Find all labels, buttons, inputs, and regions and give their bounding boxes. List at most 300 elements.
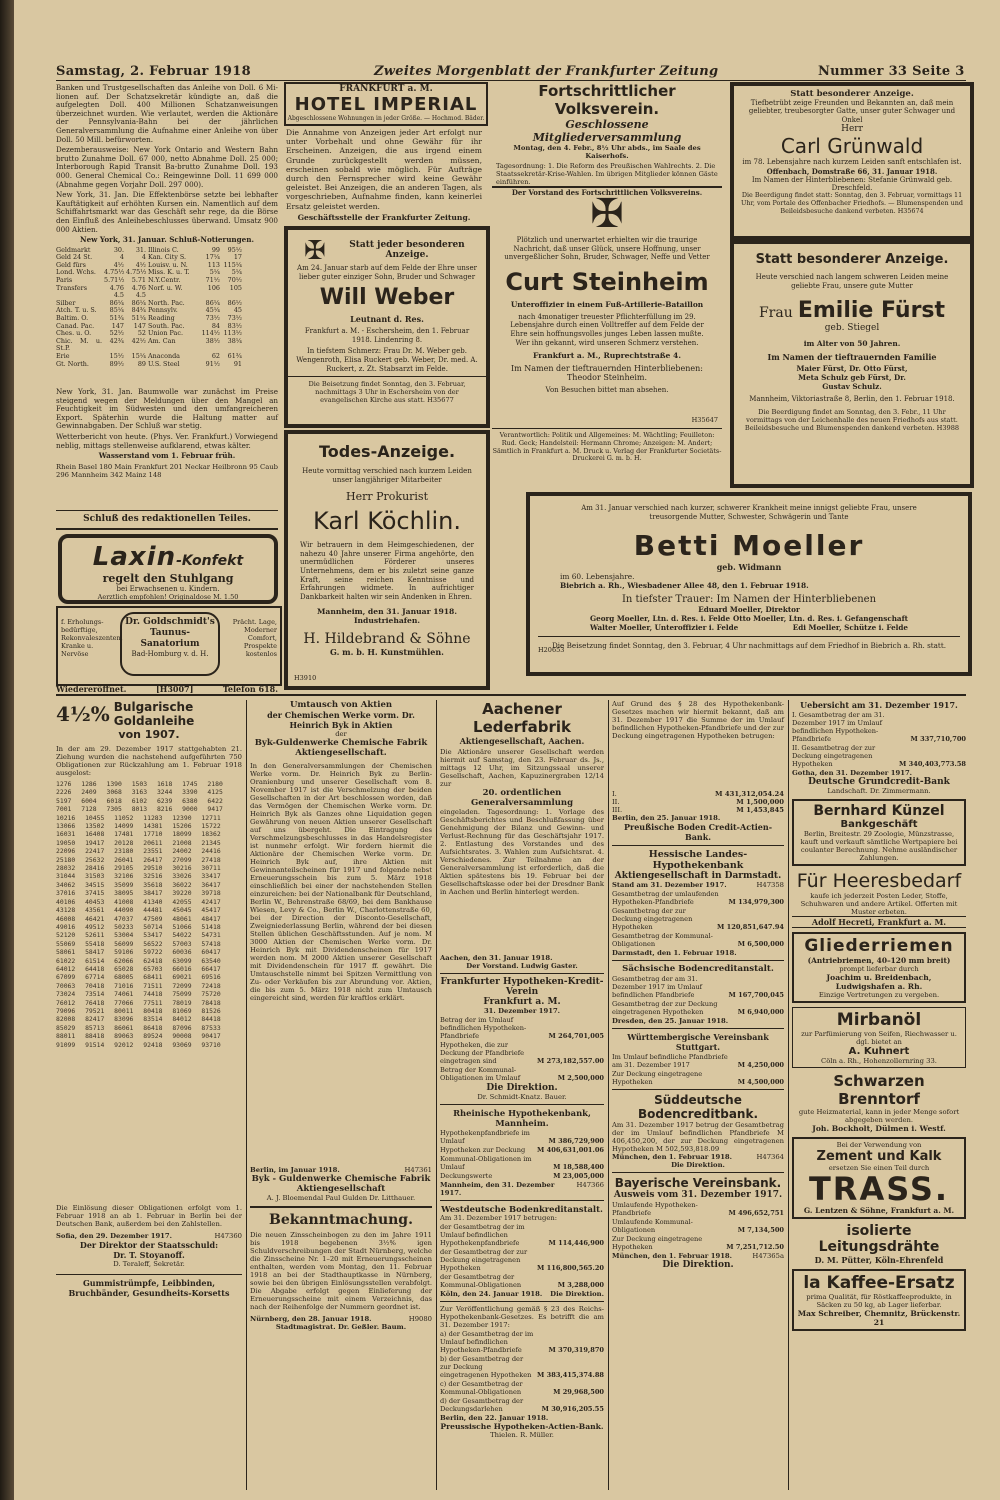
bek-sign: Stadtmagistrat. Dr. Geßler. Baum. — [275, 1323, 407, 1331]
gl-body: prompt lieferbar durch — [839, 965, 919, 973]
wb-date: Am 31. Dezember 1917 betrugen: — [440, 1214, 558, 1222]
wv-title: Württembergische Vereinsbank Stuttgart. — [627, 1032, 769, 1052]
loan-sign-sub: D. Teraleff, Sekretär. — [113, 1260, 185, 1268]
moeller-obituary — [526, 492, 972, 676]
c4-place: Berlin, den 25. Januar 1918. — [612, 814, 721, 822]
quote-cell: 85¼ — [109, 306, 124, 315]
obit-foot: Von Besuchen bittet man absehen. — [545, 386, 669, 395]
tr-firm: G. Lentzen & Söhne, Frankfurt a. M. — [803, 1206, 955, 1215]
divider — [492, 428, 722, 429]
column-rule — [608, 700, 609, 1490]
value-amount: M 4,500,000 — [737, 1078, 784, 1086]
quote-cell: 5¼ — [231, 268, 242, 277]
quote-cell: Anaconda — [148, 352, 180, 360]
value-amount: M 340,403,773.58 — [899, 760, 966, 768]
byk-body: In den Generalversammlungen der Chemischen Werke vorm. Dr. Heinrich Byk zu Berlin-Oranienburg und unserer Gesellschaft vom 8. November 1917 ist die Verschmelzung der beiden Gesellschaften in der Art beschlossen worden, daß das Vermögen der Chemischen Werke vorm. Dr. Heinrich Byk als Ganzes ohne Liquidation gegen Gewährung von neuen Aktien unserer Gesellschaft auf uns übergeht. Die Eintragung des Verschmelzungsbeschlusses in das Handelsregister ist nunmehr erfolgt. Wir fordern hiermit die Aktionäre der Chemischen Werke vorm. Dr. Heinrich Byk auf, ihre Aktien mit Gewinnanteilscheinen für 1917 und folgende nebst Erneuerungsschein bis zum 5. März 1918 einschließlich bei einer der nachstehenden Stellen einzureichen: bei der Nationalbank für Deutschland, Berlin W., Behrenstraße 68/69, bei dem Bankhause Wiesen, Levy & Co., Berlin W., Charlottenstraße 60, bei der Direction der Disconto-Gesellschaft, Zweigniederlassung Berlin, während der bei diesen Stellen üblichen Geschäftsstunden. Auf je nom. M 3000 Aktien der Chemischen Werke vorm. Dr. Heinrich Byk mit Dividendenscheinen für 1917 werden nom. M 2000 Aktien unserer Gesellschaft mit Dividendenschein für 1917 ff. gewährt. Die Umtauschstelle nimmt bei Spitzen Vermittlung von Zu- oder Verkäufen bis zur Abrundung vor. Aktien, die bis zum 5. März 1918 nicht zum Umtausch eingereicht sind, werden für kraftlos erklärt. — [250, 762, 432, 1002]
loan-foot: Die Einlösung dieser Obligationen erfolgt vom 1. Februar 1918 an ab 1. Februar in Berlin bei der Deutschen Bank, außerdem bei den Zahlstellen. — [56, 1204, 242, 1228]
quote-cell: 91½ — [205, 359, 220, 368]
value-label: Zur Deckung eingetragene Hypotheken — [612, 1070, 703, 1086]
obit-place: Offenbach, Domstraße 66, 31. Januar 1918. — [766, 166, 938, 176]
rh-table — [440, 1129, 604, 1180]
obit-mourner: Walter Moeller, Unteroffizier i. Felde — [590, 623, 739, 633]
value-label: Betrag der im Umlauf befindlichen Hypotheken-Pfandbriefe — [440, 1016, 527, 1040]
value-label: Gesamtbetrag der zur Deckung eingetragenen Hypotheken — [612, 907, 693, 931]
water-title: Wasserstand vom 1. Februar früh. — [98, 451, 236, 461]
wb-sign: Die Direktion. — [550, 1290, 604, 1298]
quote-cell: Geld 24 St. — [56, 253, 93, 262]
by-place: München, den 1. Februar 1918. — [612, 1252, 733, 1260]
heeresbedarf-ad — [792, 870, 966, 928]
taunus-footer-left: Wiedereröffnet. — [56, 684, 127, 694]
il-firm: D. M. Pütter, Köln-Ehrenfeld — [814, 1255, 944, 1265]
fhk-table — [440, 1016, 604, 1082]
kf-title: la Kaffee-Ersatz — [803, 1273, 955, 1293]
obit-title: Herr Prokurist — [346, 490, 428, 504]
quote-table — [56, 247, 278, 369]
quote-cell: 38½ — [205, 336, 220, 345]
hotel-sub: Abgeschlossene Wohnungen in jeder Größe. — Hochmod. Bäder. — [287, 115, 485, 122]
value-amount: M 264,701,005 — [548, 1032, 604, 1040]
value-label: Deckungswerte — [440, 1172, 493, 1180]
value-label: der Gesamtbetrag der zur Deckung eingetragenen Hypotheken — [440, 1248, 528, 1272]
volks-sub: Geschlossene Mitgliederversammlung — [532, 118, 682, 144]
ue-table — [792, 711, 966, 768]
loan-numbers: 1276 1286 1390 1503 1618 1745 2180 2226 2409 3068 3163 3244 3390 4125 5197 6004 6018 6102 6239 6380 6422 7001 7128 7305 8013 8216 9000 9417 10216 10455 11052 11283 12390 12711 13066 13502 14099 14381 15206 15722 16031 16408 17481 17710 18099 18362 19050 19417 20128 20611 21008 21345 22096 22417 23180 23551 24002 24416 25180 25632 26041 26417 27099 27418 28032 28416 29105 29510 30216 30711 31044 31503 32106 32516 33026 33417 34062 34515 35099 35618 36022 36417 37016 37415 38095 38417 39220 39718 40106 40453 41008 41340 42055 42417 43128 43561 44090 44481 45045 45417 46008 46421 47037 47509 48061 48417 49016 49512 50233 50714 51066 51418 52120 52611 53004 53417 54022 54731 55069 55418 56099 56522 57003 57418 58061 58417 59106 59722 60036 60417 61022 61514 62066 62418 63099 63540 64012 64418 65028 65703 66016 66417 67099 67714 68005 68411 69021 69516 70063 70418 71016 71511 72099 72418 73024 73514 74061 74418 75099 75720 76012 76418 77066 77511 78019 78418 79096 79521 80011 80418 81069 81526 82008 82417 83096 83514 84012 84418 85029 85713 86061 86418 87096 87533 88011 88418 89063 89524 90008 90417 91099 91514 92012 92418 93069 93710 — [56, 780, 223, 1049]
tr-pre: Bei der Verwendung von — [836, 1141, 922, 1149]
value-amount: M 4,250,000 — [737, 1061, 784, 1069]
quote-cell: Baltim. O. — [56, 314, 89, 323]
volks-date: Montag, den 4. Febr., 8½ Uhr abds., im Saale des Kaiserhofs. — [513, 144, 701, 160]
brenntorf-ad — [792, 1072, 966, 1133]
aach-body: eingeladen. Tagesordnung: 1. Vorlage des Geschäftsberichtes und Beschlußfassung über Genehmigung der Bilanz und Gewinn- und Verlust-Rechnung für das Geschäftsjahr 1917. 2. Entlastung des Vorstandes und des Aufsichtsrates. 3. Wahlen zum Aufsichtsrat. 4. Verschiedenes. Zur Teilnahme an der Generalversammlung ist erforderlich, daß die Aktien spätestens bis 19. Februar bei der Gesellschaftskasse oder bei der Dresdner Bank in Aachen und Berlin hinterlegt werden. — [440, 808, 604, 896]
obit-age: im 60. Lebensjahre. — [560, 572, 635, 582]
banks-col-d: Auf Grund des § 28 des Hypothekenbank-Gesetzes machen wir hiermit bekannt, daß am 31. Dezember 1917 die Summe der im Umlauf befindlichen Hypotheken-Pfandbriefe und der zur Deckung eingetragenen Hypotheken betrugen: I. M 431,312,054.24 II. M 1,500,000 III. M 1,453,845 Berlin, den 25. Januar 1918. Preußische Boden Credit-Actien-Bank. Hessische Landes-Hypothekenbank Aktiengesellschaft in Darmstadt. Stand am 31. Dezember 1917. H47358 Gesamtbetrag der umlaufenden Hypotheken-Pfandbriefe M 134,979,300 Gesamtbetrag der zur Deckung eingetragenen Hypotheken M 120,851,647.94 Gesamtbetrag der Kommunal-Obligationen M 6,500,000 Darmstadt, den 1. Februar 1918. Sächsische Bodencreditanstalt. Gesamtbetrag der am 31. Dezember 1917 im Umlauf befindlichen Pfandbriefe M 167,700,045 Gesamtbetrag der zur Deckung eingetragenen Hypotheken M 6,940,000 Dresden, den 25. Januar 1918. Württembergische Vereinsbank Stuttgart. Im Umlauf befindliche Pfandbriefe am 31. Dezember 1917 M 4,250,000 Zur Deckung eingetragene Hypotheken M 4,500,000 Süddeutsche Bodencreditbank. Am 31. Dezember 1917 betrug der Gesamtbetrag der im Umlauf befindlichen Pfandbriefe M 406,450,200, der zur Deckung eingetragenen Hypotheken M 502,593,818.09 München, den 1. Februar 1918. H47364 Die Direktion. Bayerische Vereinsbank. Ausweis vom 31. Dezember 1917. Umlaufende Hypotheken-Pfandbriefe M 496,652,751 Umlaufende Kommunal-Obligationen M 7,134,500 Zur Deckung eingetragene Hypotheken M 7,251,712.50 München, den 1. Februar 1918. H47365a Die Direktion. — [612, 700, 784, 1270]
end-editorial-note: Schluß des redaktionellen Teiles. — [83, 514, 251, 524]
value-amount: M 23,005,000 — [553, 1172, 604, 1180]
quote-cell: Ches. u. O. — [56, 329, 92, 338]
newspaper-page — [14, 0, 1000, 1500]
quote-cell: 84 — [211, 321, 220, 330]
value-label: a) der Gesamtbetrag der im Umlauf befindlichen Hypotheken-Pfandbriefe — [440, 1330, 534, 1354]
quote-cell: 4 — [119, 253, 124, 262]
quote-row — [56, 338, 278, 353]
imprint: Verantwortlich: Politik und Allgemeines: M. Wächtling; Feuilleton: Rud. Geck; Handelsteil: Hermann Chrome; Anzeigen: M. Andert; Sämtlich in Frankfurt a. M. Druck u. Verlag der Frankfurter Societäts-Druckerei G. m. b. H. — [492, 431, 722, 463]
value-row — [440, 1172, 604, 1180]
laxin-brand: Laxin — [92, 542, 177, 572]
value-label: c) der Gesamtbetrag der Kommunal-Obligationen — [440, 1380, 523, 1396]
value-row — [792, 711, 966, 743]
value-row — [440, 1129, 604, 1145]
quote-cell: 45¼ — [205, 306, 220, 315]
value-row — [440, 1355, 604, 1379]
obit-name: Curt Steinheim — [505, 267, 709, 296]
obit-title: Frau — [758, 305, 793, 322]
quote-cell: Am. Can — [148, 336, 176, 345]
value-row — [440, 1273, 604, 1289]
hl-sub: Aktiengesellschaft in Darmstadt. — [614, 871, 782, 881]
bek-place: Nürnberg, den 28. Januar 1918. — [250, 1315, 372, 1323]
byk-head: Umtausch von Aktien — [289, 700, 393, 710]
pb-title: Preußische Boden Credit-Actien-Bank. — [623, 822, 773, 842]
value-row — [612, 1000, 784, 1016]
section-rule — [56, 694, 966, 696]
quote-cell: 95½ — [227, 245, 242, 254]
leitungsdraehte-ad — [792, 1223, 966, 1265]
obit-text: Plötzlich und unerwartet erhielten wir die traurige Nachricht, daß unser Glück, unsere Hoffnung, unser unvergeßlicher Sohn, Bruder, Schwager, Neffe und Vetter — [504, 236, 710, 262]
gold-adv: Gummistrümpfe, Leibbinden, Bruchbänder, Gesundheits-Korsetts — [56, 1274, 242, 1298]
hl-date: Stand am 31. Dezember 1917. — [612, 881, 727, 889]
value-row — [440, 1016, 604, 1040]
quote-cell: 17 — [233, 253, 242, 262]
quote-cell: 113 — [207, 260, 220, 269]
tr-mid: ersetzen Sie einen Teil durch — [828, 1164, 930, 1172]
quote-cell: 4.75½ — [104, 268, 125, 277]
notice-text: Die Annahme von Anzeigen jeder Art erfolgt nur unter Vorbehalt und ohne Gewähr für ihr Erscheinen. Anzeigen, die aus irgend einem Grunde zurückgestellt werden müssen, erscheinen sobald wie möglich. Für Aufträge durch den Fernsprecher wird keine Gewähr geleistet. Bei Anzeigen, die an anderen Tagen, als vorgeschrieben, Aufnahme finden, kann keinerlei Ersatz geleistet werden. — [286, 128, 482, 211]
quote-cell: 115¼ — [223, 260, 242, 269]
value-row — [612, 932, 784, 948]
quote-cell: 4½ — [113, 260, 124, 269]
obit-name: Emilie Fürst — [797, 298, 946, 324]
obit-head: Statt besonderer Anzeige. — [790, 89, 914, 99]
hl-table — [612, 890, 784, 948]
quote-cell: Paris — [56, 276, 73, 285]
obit-text: Heute vormittag verschied nach kurzem Leiden unser langjähriger Mitarbeiter — [302, 467, 472, 484]
value-row — [440, 1330, 604, 1354]
quote-cell: 52½ — [109, 329, 124, 338]
hyp-names: Thielen. R. Müller. — [490, 1431, 554, 1439]
byk-firm: Byk - Guldenwerke Chemische Fabrik Aktiengesellschaft — [251, 1174, 431, 1194]
quote-cell: 4.76 4.5 — [109, 283, 124, 300]
quote-cell: Union Pac. — [148, 329, 183, 338]
value-row — [792, 744, 966, 768]
kuenzel-title: Bernhard Künzel — [813, 803, 945, 819]
obit-mourner: Otto Moeller, Ltn. d. Res. i. Gefangenschaft — [732, 614, 908, 624]
obit-age: im Alter von 50 Jahren. — [803, 339, 901, 349]
quote-cell: 106 — [207, 283, 220, 292]
heeresbedarf-firm: Adolf Hecreti, Frankfurt a. M. — [792, 916, 966, 928]
column-rule — [788, 700, 789, 1490]
gl-title: Gliederriemen — [804, 936, 954, 956]
sd-place: München, den 1. Februar 1918. — [612, 1153, 733, 1161]
mi-firm: A. Kuhnert — [848, 1046, 910, 1057]
ue-sign: Landschaft. Dr. Zimmermann. — [827, 787, 931, 795]
by-sign: Die Direktion. — [662, 1260, 734, 1270]
header-title: Zweites Morgenblatt der Frankfurter Zeitung — [374, 64, 719, 79]
rh-title: Rheinische Hypothekenbank, Mannheim. — [453, 1108, 591, 1128]
value-amount: M 386,729,900 — [548, 1137, 604, 1145]
by-code: H47365a — [752, 1252, 784, 1260]
value-amount: M 2,500,000 — [557, 1074, 604, 1082]
quote-cell: N.Y.Centr. — [148, 276, 181, 285]
sd-sign: Die Direktion. — [671, 1161, 725, 1169]
laxin-suffix: -Konfekt — [176, 553, 244, 569]
value-label: d) der Gesamtbetrag der Deckungsdarlehen — [440, 1397, 524, 1413]
quote-cell: 51¾ — [109, 314, 124, 323]
quote-cell: 147 — [111, 321, 124, 330]
value-amount: M 7,251,712.50 — [726, 1243, 784, 1251]
obit-mourners: Im Namen der Hinterbliebenen: Stefanie Grünwald geb. Dreschfeld. — [751, 175, 953, 193]
quote-cell: 15¼ — [131, 352, 146, 360]
quote-cell: 147 — [133, 321, 146, 330]
fhk-sign: Die Direktion. — [486, 1083, 558, 1093]
weather-report: Wetterbericht von heute. (Phys. Ver. Frankfurt.) Vorwiegend neblig, mittags stellenweise aufklarend, etwas kälter. — [56, 431, 278, 450]
obit-mourners: In tiefstem Schmerz: Frau Dr. M. Weber geb. Wengenroth, Elisa Ruckert geb. Weber, Dr. med. A. Ruckert, z. Zt. Stabsarzt im Felde. — [296, 347, 478, 373]
kuenzel-body: Berlin, Breitestr. 29 Zoologie, Münzstrasse, kauft und verkauft sämtliche Wertpapiere bei coulanter Berechnung. Nehme ausländischer Zahlungen. — [800, 830, 958, 862]
obit-foot: Die Beerdigung findet am Sonntag, den 3. Febr., 11 Uhr vormittags von der Leichenhalle des neuen Friedhofs aus statt. Beileidsbesuche und Blumenspenden dankend verbeten. H3988 — [744, 407, 960, 432]
value-amount: M 120,851,647.94 — [717, 923, 784, 931]
divider — [56, 528, 278, 530]
sw-firm: Joh. Bockholt, Dülmen i. Westf. — [812, 1124, 946, 1133]
obit-born: geb. Widmann — [716, 562, 782, 573]
ue-title: Uebersicht am 31. Dezember 1917. — [800, 700, 958, 710]
quote-cell: 86½ — [227, 298, 242, 307]
c4-top: Auf Grund des § 28 des Hypothekenbank-Gesetzes machen wir hiermit bekannt, daß am 31. Dezember 1917 die Summe der im Umlauf befindlichen Hypotheken-Pfandbriefe und der zur Deckung eingetragenen Hypotheken betrugen: — [612, 700, 784, 740]
by-date: Ausweis vom 31. Dezember 1917. — [613, 1190, 783, 1200]
quote-cell: 5.71 — [131, 276, 146, 285]
kaffee-ad — [792, 1269, 966, 1331]
value-amount: M 114,446,900 — [548, 1239, 604, 1247]
quote-cell: 73½ — [205, 314, 220, 323]
quote-cell: 86¼ — [131, 298, 146, 307]
value-row — [612, 890, 784, 906]
banks-col-c — [440, 700, 604, 1490]
volks-agenda: Tagesordnung: 1. Die Reform des Preußischen Wahlrechts. 2. Die Staatssekretär-Krise-Wahlen. Im übrigen Mitglieder können Gäste einführen. — [496, 162, 718, 186]
value-label: II. Gesamtbetrag der zur Deckung eingetragenen Hypotheken — [792, 744, 876, 768]
obit-text: Tiefbetrübt zeige Freunden und Bekannten an, daß mein geliebter, treubesorgter Gatte, unser guter Schwager und Onkel — [748, 99, 956, 124]
quote-cell: Atch. T. u. S. — [56, 306, 97, 315]
quote-cell: Chic. M. u. St.P. — [56, 336, 102, 353]
loan-place: Sofia, den 29. Dezember 1917. — [56, 1232, 172, 1240]
value-amount: M 6,500,000 — [737, 940, 784, 948]
quote-cell: 42¾ — [109, 336, 124, 345]
quote-cell: Geld fürs — [56, 260, 86, 269]
quote-row — [56, 285, 278, 300]
obit-mourn-head: Im Namen der tieftrauernden Familie — [767, 352, 937, 363]
obit-born: geb. Stiegel — [824, 323, 880, 334]
obit-place: Mannheim, Viktoriastraße 8, Berlin, den 1. Februar 1918. — [749, 395, 955, 404]
value-amount: M 18,588,400 — [553, 1163, 604, 1171]
gliederriemen-ad — [792, 932, 966, 1003]
obit-head: Statt jeder besonderen Anzeige. — [349, 240, 465, 260]
value-label: der Gesamtbetrag der Kommunal-Obligationen — [440, 1273, 522, 1289]
wb-table — [440, 1223, 604, 1289]
wb-title: Westdeutsche Bodenkreditanstalt. — [441, 1204, 603, 1214]
taunus-footer-phone: Telefon 618. — [222, 684, 278, 694]
quote-cell: 89 — [137, 359, 146, 368]
obit-place: Mannheim, den 31. Januar 1918. Industriehafen. — [317, 607, 457, 626]
hyp-firm: Preussische Hypotheken-Actien-Bank. — [440, 1422, 604, 1431]
quote-cell: 4½ — [135, 260, 146, 269]
loan-year: von 1907. — [118, 728, 180, 741]
value-label: Gesamtbetrag der umlaufenden Hypotheken-Pfandbriefe — [612, 890, 719, 906]
obit-text: Am 31. Januar verschied nach kurzer, schwerer Krankheit meine innigst geliebte Frau, unsere treusorgende Mutter, Schwester, Schwägerin und Tante — [581, 504, 917, 521]
small-ads-col — [792, 700, 966, 1490]
tr-title: Zement und Kalk — [816, 1149, 942, 1164]
byk-head: Byk-Guldenwerke Chemische Fabrik Aktiengesellschaft. — [254, 738, 428, 758]
taunus-footer-code: [H3007] — [155, 684, 194, 694]
notice-sign: Geschäftsstelle der Frankfurter Zeitung. — [297, 212, 471, 222]
quote-cell: 4.75½ — [126, 268, 147, 277]
sd-code: H47364 — [756, 1153, 784, 1161]
bek-body: Die neuen Zinsscheinbogen zu den im Jahre 1911 bis 1918 begebenen 3½% igen Schuldverschreibungen der Stadt Nürnberg, welche die Zinsscheine Nr. 1–20 mit Erneuerungsscheinen enthalten, werden vom Montag, den 11. Februar 1918 an bei der Stadthauptkasse in Nürnberg, sowie bei den übrigen Einlösungsstellen verabfolgt. Die Abgabe erfolgt gegen Einlieferung der Erneuerungsscheine mit einem Verzeichnis, das nach der Reihenfolge der Nummern geordnet ist. — [250, 1231, 432, 1311]
value-amount: M 167,700,045 — [728, 991, 784, 999]
hyp-place: Berlin, den 22. Januar 1918. — [440, 1414, 549, 1422]
taunus-right: Prächt. Lage, Moderner Comfort, Prospekte kostenlos — [232, 618, 277, 658]
tr-big: TRASS. — [808, 1170, 950, 1208]
fuerst-obituary — [730, 240, 974, 488]
news-paragraph: New York, 31. Jan. Baumwolle war zunächst im Preise steigend wegen der Meldungen über den Mangel an Feuchtigkeit im Südwesten und den umfangreicheren Export. Späterhin wurde die Haltung matter auf Gewinnabgaben. Der Schluß war stetig. — [56, 387, 278, 431]
fhk-sub: Frankfurt a. M. — [483, 997, 561, 1007]
value-label: I. Gesamtbetrag der am 31. Dezember 1917 im Umlauf befindlichen Hypotheken-Pfandbriefe — [792, 711, 885, 743]
gruenwald-obituary — [730, 82, 974, 240]
quote-cell: U.S. Steel — [148, 359, 180, 368]
rh-code: H47366 — [576, 1181, 604, 1189]
loan-rate: 4½% — [56, 702, 110, 726]
obit-body: nach 4monatiger treuester Pflichterfüllung im 29. Lebensjahre durch einen Volltreffer auf dem Felde der Ehre sein hoffnungsvolles junges Leben lassen mußte. Wer ihn gekannt, wird unseren Schmerz verstehen. — [510, 312, 704, 347]
obit-place: Frankfurt a. M. - Eschersheim, den 1. Februar 1918. Lindenring 8. — [304, 327, 470, 344]
fhk-date: 31. Dezember 1917. — [483, 1007, 561, 1015]
taunus-left: f. Erholungs-bedürftige, Rekonvaleszenten, Kranke u. Nervöse — [61, 618, 123, 658]
loan-text: In der am 29. Dezember 1917 stattgehabten 21. Ziehung wurden die nachstehend aufgeführten 750 Obligationen zur Rückzahlung am 1. Februar 1918 ausgelost: — [56, 745, 242, 777]
obit-text: Heute verschied nach langem schweren Leiden meine geliebte Frau, unsere gute Mutter — [755, 273, 949, 290]
quote-cell: Louisv. u. N. — [148, 260, 188, 269]
value-amount: M 370,319,870 — [548, 1346, 604, 1354]
quote-cell: 114½ — [201, 329, 220, 338]
value-row — [440, 1155, 604, 1171]
quote-cell: 30. — [113, 245, 124, 254]
hotel-name: HOTEL IMPERIAL — [294, 94, 478, 115]
obit-head: Todes-Anzeige. — [318, 442, 456, 461]
obit-code: H20653 — [538, 646, 565, 654]
quote-cell: 62 — [211, 352, 220, 360]
quote-cell: 83½ — [227, 321, 242, 330]
quote-cell: Miss. K. u. T. — [148, 268, 190, 277]
value-row — [440, 1380, 604, 1396]
aach-place: Aachen, den 31. Januar 1918. — [440, 954, 553, 962]
quote-cell: 51¼ — [131, 314, 146, 323]
obit-body: im 78. Lebensjahre nach kurzem Leiden sanft entschlafen ist. — [742, 158, 962, 167]
obit-mourners: Maier Fürst, Dr. Otto Fürst, Meta Schulz geb Fürst, Dr. Gustav Schulz. — [796, 364, 908, 392]
quote-cell: 38¼ — [227, 336, 242, 345]
aach-text: Die Aktionäre unserer Gesellschaft werden hiermit auf Samstag, den 23. Februar ds. Js., mittags 12 Uhr, im Sitzungssaal unserer Gesellschaft, Aachen, Kapuzinergraben 12/14 zur — [440, 748, 604, 788]
obit-mourner: Georg Moeller, Ltn. d. Res. i. Felde — [590, 614, 731, 624]
heeresbedarf-body: kaufe ich jederzeit Posten Leder, Stoffe, Schuhwaren und andere Artikel. Offerten mit Muster erbeten. — [800, 892, 958, 916]
value-label: Gesamtbetrag der zur Deckung eingetragenen Hypotheken — [612, 1000, 718, 1016]
gl-firm: Joachim u. Breidenbach, Ludwigshafen a. Rh. — [826, 973, 932, 991]
aach-gv: 20. ordentlichen Generalversammlung — [470, 788, 574, 808]
aach-sign: Der Vorstand. Ludwig Gaster. — [466, 962, 578, 970]
obit-mourner: Edi Moeller, Schütze i. Felde — [792, 623, 908, 633]
aach-sub: Aktiengesellschaft, Aachen. — [459, 736, 585, 746]
value-label: b) der Gesamtbetrag der zur Deckung eingetragenen Hypotheken — [440, 1355, 532, 1379]
laxin-ad — [58, 534, 278, 604]
obit-mourner: Eduard Moeller, Direktor — [698, 605, 800, 615]
obit-mourners: Im Namen der tieftrauernden Hinterbliebenen: Theodor Steinheim. — [510, 364, 703, 383]
loan-sign-name: Dr. T. Stoyanoff. — [113, 1250, 185, 1260]
bulgarian-loan-notice — [56, 700, 242, 1490]
aach-title: Aachener Lederfabrik — [473, 700, 571, 736]
value-row — [612, 1235, 784, 1251]
obit-place: Biebrich a. Rh., Wiesbadener Allee 48, den 1. Februar 1918. — [560, 581, 809, 591]
hl-title: Hessische Landes-Hypothekenbank — [648, 849, 748, 871]
hyp-table — [440, 1330, 604, 1413]
ue-place: Gotha, den 31. Dezember 1917. — [792, 769, 913, 777]
by-table — [612, 1201, 784, 1251]
sb-place: Dresden, den 25. Januar 1918. — [612, 1017, 729, 1025]
quote-cell: 71½ — [205, 276, 220, 285]
quote-cell: 86¼ — [205, 298, 220, 307]
market-news-2 — [56, 388, 278, 508]
value-row — [440, 1397, 604, 1413]
volks-sign: Der Vorstand des Fortschrittlichen Volksvereins. — [511, 188, 703, 197]
value-amount: M 496,652,751 — [728, 1209, 784, 1217]
value-label: der Gesamtbetrag der im Umlauf befindlichen Hypothekenpfandbriefe — [440, 1223, 525, 1247]
quote-cell: Erie — [56, 352, 70, 360]
koechlin-obituary — [284, 430, 490, 690]
value-row — [612, 907, 784, 931]
value-amount: M 383,415,374.88 — [537, 1371, 604, 1379]
loan-code: H47360 — [214, 1232, 242, 1240]
value-amount: M 6,940,000 — [737, 1008, 784, 1016]
hl-place: Darmstadt, den 1. Februar 1918. — [612, 949, 737, 957]
quote-cell: 15½ — [109, 352, 124, 360]
water-levels: Rhein Basel 180 Main Frankfurt 201 Neckar Heilbronn 95 Caub 296 Mannheim 342 Mainz 148 — [56, 462, 278, 479]
quote-cell: 73½ — [227, 314, 242, 323]
ads-notice — [286, 128, 482, 220]
hyp-text: Zur Veröffentlichung gemäß § 23 des Reichs-Hypothekenbank-Gesetzes. Es betrifft die am 31. Dezember 1917: — [440, 1305, 604, 1329]
quote-cell: 4.76 4.5 — [131, 283, 146, 300]
value-label: Im Umlauf befindliche Pfandbriefe am 31. Dezember 1917 — [612, 1053, 728, 1069]
obit-name: Carl Grünwald — [780, 134, 924, 159]
mi-title: Mirbanöl — [836, 1010, 922, 1030]
byk-notice — [250, 700, 432, 1490]
taunus-title: Dr. Goldschmidt's Taunus-Sanatorium — [125, 617, 215, 649]
obit-code: H35647 — [691, 416, 718, 424]
taunus-ad — [56, 606, 282, 686]
value-row — [612, 1070, 784, 1086]
quote-cell: 99 — [211, 245, 220, 254]
sb-title: Sächsische Bodencreditanstalt. — [622, 964, 774, 974]
value-label: Gesamtbetrag der Kommunal-Obligationen — [612, 932, 713, 948]
byk-names: A. J. Bloemendal Paul Gulden Dr. Litthauer. — [266, 1194, 416, 1202]
sd-title: Süddeutsche Bodencreditbank. — [637, 1093, 759, 1121]
value-row — [612, 975, 784, 999]
quote-cell: 17¼ — [205, 253, 220, 262]
quote-cell: 70½ — [227, 276, 242, 285]
value-row — [440, 1223, 604, 1247]
quote-cell: Lond. Wchs. — [56, 268, 96, 277]
wv-table — [612, 1053, 784, 1086]
loan-sign: Der Direktor der Staatsschuld: — [79, 1240, 219, 1250]
laxin-line: bei Erwachsenen u. Kindern. — [116, 585, 220, 593]
byk-code: H47361 — [404, 1166, 432, 1174]
hotel-imperial-ad — [284, 82, 488, 126]
steinheim-obituary — [492, 192, 722, 424]
value-amount: M 406,631,001.06 — [537, 1146, 604, 1154]
value-label: Hypotheken, die zur Deckung der Pfandbriefe eingetragen sind — [440, 1041, 525, 1065]
quote-cell: South. Pac. — [148, 321, 185, 330]
news-paragraph: New York, 31. Jan. Die Effektenbörse setzte bei lebhafter Kauftätigkeit auf erhöhten Kursen ein. Namentlich auf dem Schiffahrtsmarkt war das Geschäft sehr rege, da die Börse den Einfluß des Anleihebeschlusses überwand. Umsatz 900 000 Aktien. — [56, 190, 278, 234]
quote-cell: Gt. North. — [56, 359, 89, 368]
header-page-number: Nummer 33 Seite 3 — [818, 64, 965, 79]
volksverein-ad — [492, 82, 722, 197]
obit-name: Will Weber — [319, 285, 455, 311]
mirbanoel-ad — [792, 1007, 966, 1068]
value-row — [440, 1146, 604, 1154]
value-amount: M 337,710,700 — [910, 735, 966, 743]
by-title: Bayerische Vereinsbank. — [614, 1176, 782, 1190]
quote-cell: 5¼ — [209, 268, 220, 277]
